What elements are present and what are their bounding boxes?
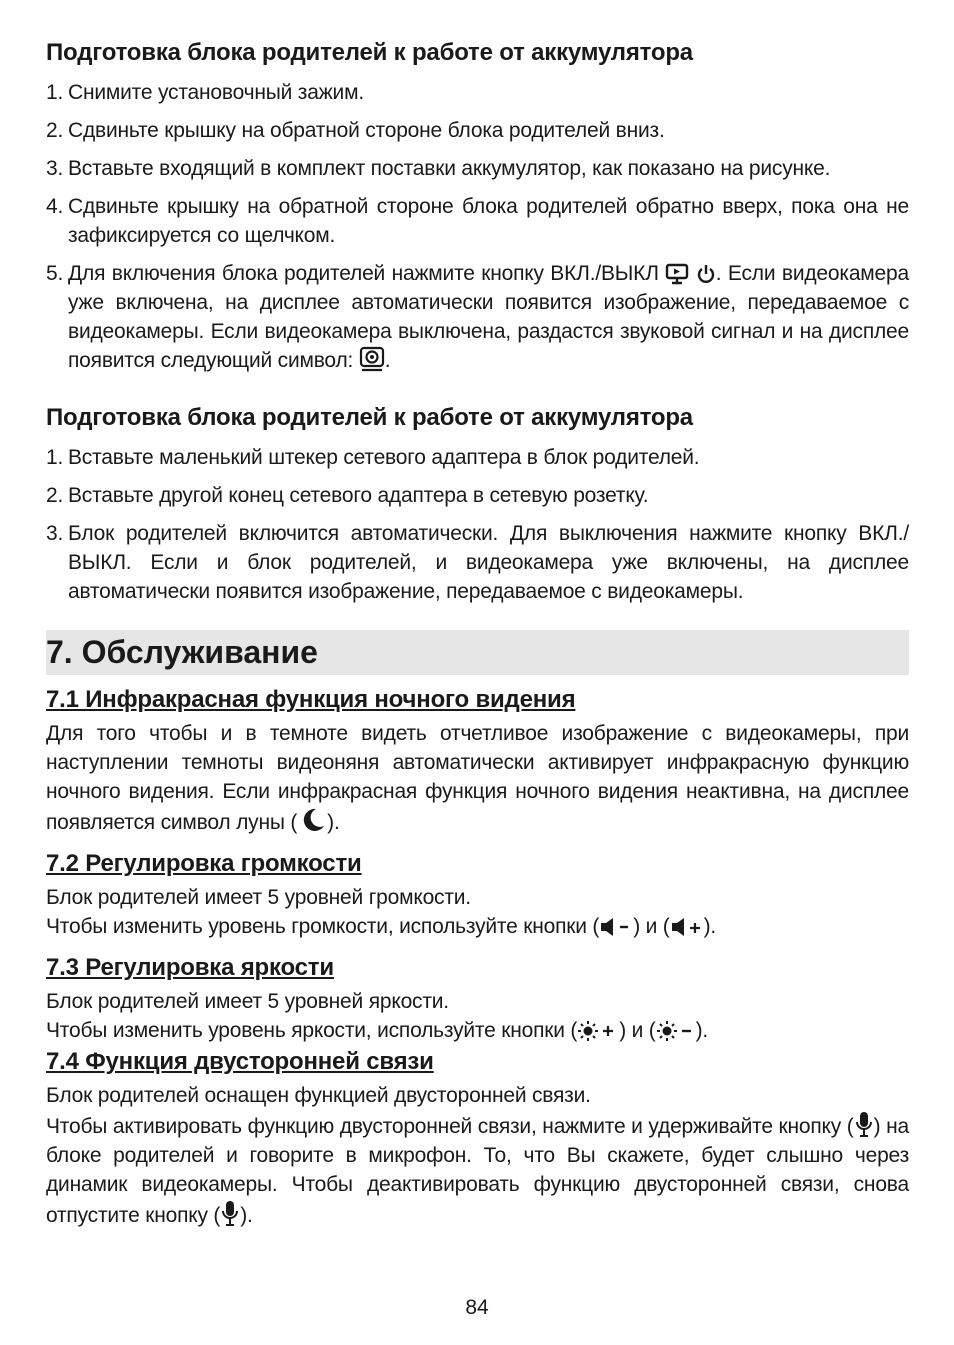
list-item xyxy=(46,259,909,375)
list-item xyxy=(46,154,909,183)
step-text: Для включения блока родителей нажмите кнопку ВКЛ./ВЫКЛ xyxy=(68,262,659,285)
section-body-7-3-line2 xyxy=(46,1016,909,1045)
microphone-icon xyxy=(854,1110,874,1138)
section-body-7-4-line1: Блок родителей оснащен функцией двусторонней связи. xyxy=(46,1084,591,1107)
step-number: 4. xyxy=(46,195,64,218)
step-text-continued: . Если видеокамера уже включена, на дисплее автоматически появится изображение, передаваемое с видеокамеры. Если видеокамера выключена, раздастся звуковой сигнал и на дисплее появится следующий символ: xyxy=(68,262,909,372)
step-number: 5. xyxy=(46,262,64,285)
body-text: Для того чтобы и в темноте видеть отчетливое изображение с видеокамеры, при наступлении темноты видеоняня автоматически активирует инфракрасную функцию ночного видения. Если инфракрасная функция ночного видения неактивна, на дисплее появляется символ луны ( xyxy=(46,722,909,834)
section-title-7-2: 7.2 Регулировка громкости xyxy=(46,850,362,877)
section-body-7-1 xyxy=(46,719,909,837)
power-icon xyxy=(696,263,716,285)
step-text: Сдвиньте крышку на обратной стороне блока родителей обратно вверх, пока она не зафиксируется со щелчком. xyxy=(68,195,909,247)
step-text-end: . xyxy=(384,349,391,372)
section-title-7-1: 7.1 Инфракрасная функция ночного видения xyxy=(46,686,576,713)
step-text: Вставьте другой конец сетевого адаптера в сетевую розетку. xyxy=(68,484,649,507)
list-item xyxy=(46,116,909,145)
list-item xyxy=(46,481,909,510)
body-text: Чтобы изменить уровень громкости, используйте кнопки ( xyxy=(46,915,600,938)
body-text: ) и ( xyxy=(633,915,670,938)
step-number: 1. xyxy=(46,81,64,104)
step-text: Вставьте маленький штекер сетевого адаптера в блок родителей. xyxy=(68,446,700,469)
brightness-down-icon xyxy=(656,1020,696,1042)
page-content xyxy=(46,38,909,1230)
body-text: ). xyxy=(703,915,717,938)
list-item xyxy=(46,443,909,472)
body-text: ). xyxy=(695,1019,709,1042)
list-item xyxy=(46,519,909,606)
battery-section-title: Подготовка блока родителей к работе от аккумулятора xyxy=(46,39,693,66)
list-item xyxy=(46,192,909,250)
camera-icon xyxy=(359,346,385,372)
microphone-icon xyxy=(220,1199,240,1227)
volume-down-icon xyxy=(599,916,633,938)
section-body-7-3-line1: Блок родителей имеет 5 уровней яркости. xyxy=(46,990,449,1013)
body-text: Чтобы изменить уровень яркости, используйте кнопки ( xyxy=(46,1019,578,1042)
body-text: ) и ( xyxy=(619,1019,656,1042)
section-body-7-2-line2 xyxy=(46,912,909,941)
body-text: ). xyxy=(327,811,340,834)
display-icon xyxy=(665,263,689,285)
moon-icon xyxy=(297,806,327,834)
battery-steps-list xyxy=(46,78,909,375)
section-body-7-2-line1: Блок родителей имеет 5 уровней громкости. xyxy=(46,886,471,909)
step-text: Вставьте входящий в комплект поставки аккумулятор, как показано на рисунке. xyxy=(68,157,831,180)
adapter-section-title: Подготовка блока родителей к работе от аккумулятора xyxy=(46,404,693,431)
step-number: 3. xyxy=(46,157,64,180)
step-number: 2. xyxy=(46,119,64,142)
section-title-7-3: 7.3 Регулировка яркости xyxy=(46,954,334,981)
section-title-7-4: 7.4 Функция двусторонней связи xyxy=(46,1048,434,1075)
adapter-steps-list xyxy=(46,443,909,606)
page-number: 84 xyxy=(465,1296,489,1319)
step-text: Блок родителей включится автоматически. Для выключения нажмите кнопку ВКЛ./ВЫКЛ. Если и блок родителей, и видеокамера уже включены, на дисплее автоматически появится изображение, передаваемое с видеокамеры. xyxy=(68,522,909,603)
chapter-title: 7. Обслуживание xyxy=(46,630,909,675)
step-text: Сдвиньте крышку на обратной стороне блока родителей вниз. xyxy=(68,119,665,142)
body-text: ) на блоке родителей и говорите в микрофон. То, что Вы скажете, будет слышно через динамик видеокамеры. Чтобы деактивировать функцию двусторонней связи, снова отпустите кнопку ( xyxy=(46,1115,909,1227)
section-body-7-4-para xyxy=(46,1110,909,1230)
list-item xyxy=(46,78,909,107)
step-number: 3. xyxy=(46,522,64,545)
step-number: 2. xyxy=(46,484,64,507)
step-number: 1. xyxy=(46,446,64,469)
step-text: Снимите установочный зажим. xyxy=(68,81,364,104)
volume-up-icon xyxy=(670,916,704,938)
brightness-up-icon xyxy=(577,1020,619,1042)
body-text: ). xyxy=(240,1204,253,1227)
body-text: Чтобы активировать функцию двусторонней связи, нажмите и удерживайте кнопку ( xyxy=(46,1115,854,1138)
